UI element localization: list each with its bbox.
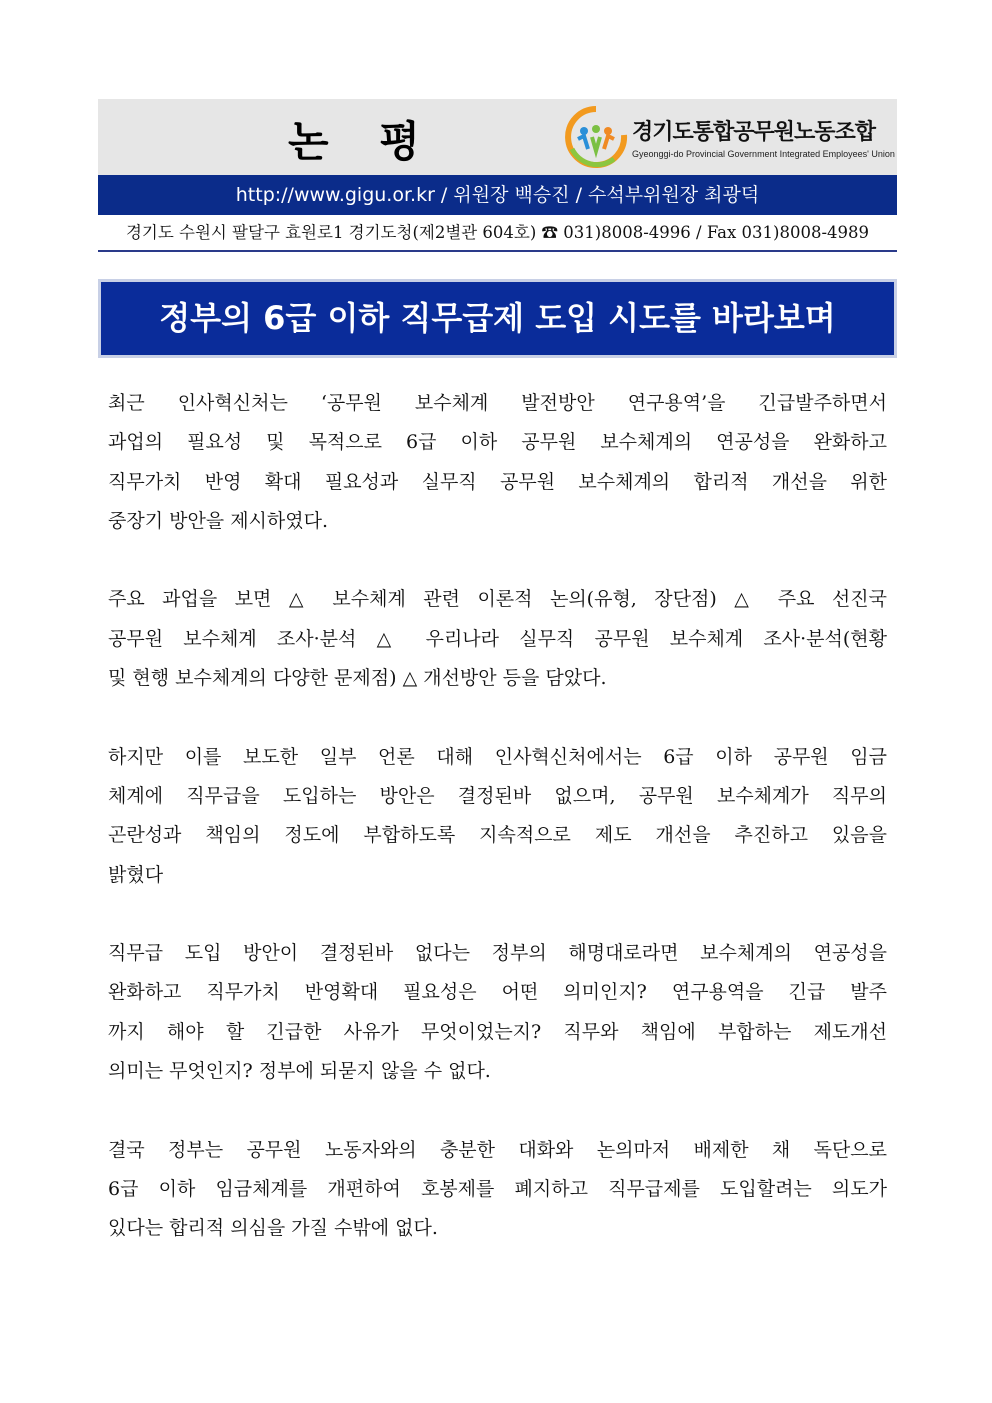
paragraph-line: 곤란성과 책임의 정도에 부합하도록 지속적으로 제도 개선을 추진하고 있음을	[108, 824, 887, 847]
paragraph-line: 과업의 필요성 및 목적으로 6급 이하 공무원 보수체계의 연공성을 완화하고	[108, 431, 887, 454]
paragraph-line: 및 현행 보수체계의 다양한 문제점) △ 개선방안 등을 담았다.	[108, 667, 607, 690]
paragraph	[108, 1131, 887, 1249]
paragraph-line: 직무가치 반영 확대 필요성과 실무직 공무원 보수체계의 합리적 개선을 위한	[108, 470, 887, 493]
paragraph-line: 결국 정부는 공무원 노동자와의 충분한 대화와 논의마저 배제한 채 독단으로	[108, 1138, 887, 1161]
paragraph-line: 6급 이하 임금체계를 개편하여 호봉제를 폐지하고 직무급제를 도입할려는 의도가	[108, 1177, 887, 1200]
paragraph-line: 까지 해야 할 긴급한 사유가 무엇이었는지? 직무와 책임에 부합하는 제도개선	[108, 1020, 887, 1043]
paragraph-line: 완화하고 직무가치 반영확대 필요성은 어떤 의미인지? 연구용역을 긴급 발주	[108, 981, 887, 1004]
union-logo	[564, 105, 894, 169]
paragraph	[108, 384, 887, 541]
article-title: 정부의 6급 이하 직무급제 도입 시도를 바라보며	[98, 279, 897, 358]
paragraph	[108, 934, 887, 1091]
paragraph-line: 하지만 이를 보도한 일부 언론 대해 인사혁신처에서는 6급 이하 공무원 임금	[108, 745, 887, 768]
paragraph-line: 의미는 무엇인지? 정부에 되묻지 않을 수 없다.	[108, 1060, 491, 1083]
union-name-english: Gyeonggi-do Provincial Government Integrated Employees' Union	[632, 149, 895, 159]
paragraph	[108, 580, 887, 698]
union-logo-icon	[564, 105, 628, 169]
paragraph-line: 밝혔다	[108, 863, 164, 886]
article-body	[108, 384, 887, 1288]
document-header	[98, 99, 897, 175]
document-type-title: 논 평	[288, 117, 438, 166]
contact-bar: http://www.gigu.or.kr / 위원장 백승진 / 수석부위원장 최광덕	[98, 175, 897, 215]
paragraph	[108, 738, 887, 895]
paragraph-line: 중장기 방안을 제시하였다.	[108, 509, 329, 532]
paragraph-line: 직무급 도입 방안이 결정된바 없다는 정부의 해명대로라면 보수체계의 연공성을	[108, 942, 888, 965]
paragraph-line: 있다는 합리적 의심을 가질 수밖에 없다.	[108, 1217, 438, 1240]
union-name: 경기도통합공무원노동조합	[632, 120, 876, 145]
paragraph-line: 최근 인사혁신처는 ‘공무원 보수체계 발전방안 연구용역’을 긴급발주하면서	[108, 392, 887, 414]
paragraph-line: 공무원 보수체계 조사·분석 △ 우리나라 실무직 공무원 보수체계 조사·분석(현황	[108, 627, 887, 650]
paragraph-line: 체계에 직무급을 도입하는 방안은 결정된바 없으며, 공무원 보수체계가 직무의	[108, 784, 887, 807]
address-line: 경기도 수원시 팔달구 효원로1 경기도청(제2별관 604호) ☎ 031)8008-4996 / Fax 031)8008-4989	[98, 215, 897, 252]
paragraph-line: 주요 과업을 보면 △ 보수체계 관련 이론적 논의(유형, 장단점) △ 주요 선진국	[108, 588, 887, 611]
